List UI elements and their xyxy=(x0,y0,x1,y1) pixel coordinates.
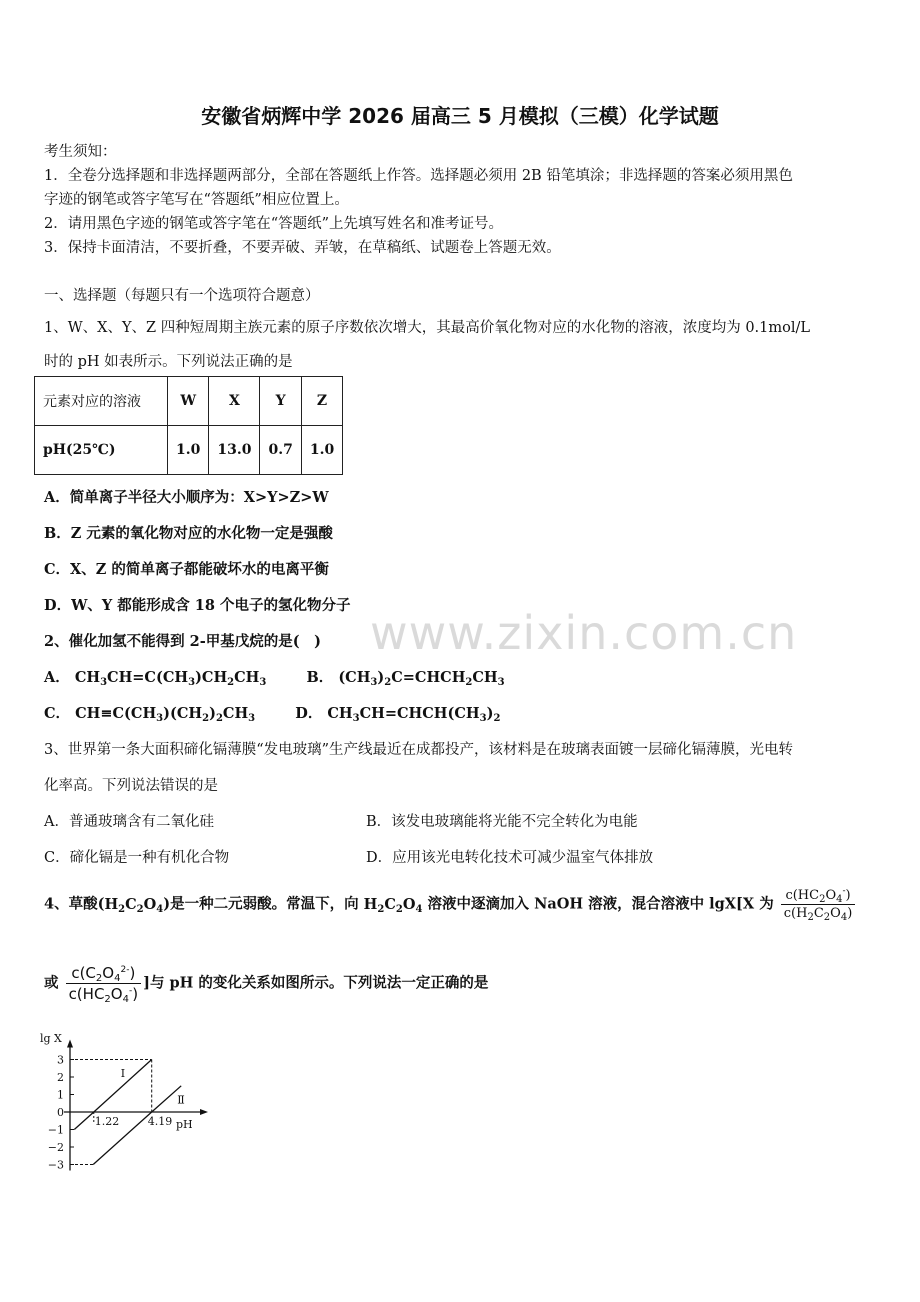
table-cell: Y xyxy=(260,377,301,426)
y-tick-label: 0 xyxy=(57,1106,64,1119)
q1-option-d: D．W、Y 都能形成含 18 个电子的氢化物分子 xyxy=(44,597,351,614)
table-cell: 1.0 xyxy=(301,426,342,475)
q2-options-cd xyxy=(44,702,500,723)
q4-stem-a: 4、草酸$(H_2C_2O_4)$是一种二元弱酸。常温下，向 $H_2C_2O_4$ 溶液中逐滴加入 NaOH 溶液，混合溶液中 lgX[X 为 $\frac{c(HC_2O_4^-)}{c(H_2C_2O_4)}$ xyxy=(44,888,857,921)
y-tick-label: −1 xyxy=(47,1123,64,1137)
graph-x-tick-1.22: 1.22 xyxy=(94,1115,120,1128)
table-row xyxy=(35,377,343,426)
table-cell: 1.0 xyxy=(168,426,209,475)
q2-options-ab xyxy=(44,666,505,687)
notice-item-1a: 1．全卷分选择题和非选择题两部分，全部在答题纸上作答。选择题必须用 2B 铅笔填涂；非选择题的答案必须用黑色 xyxy=(44,168,793,184)
q4-stem-b: 或 $\frac{c(C_2O_4^{2-})}{c(HC_2O_4^-)}$ ]与 pH 的变化关系如图所示。下列说法一定正确的是 xyxy=(44,964,489,1005)
y-tick-label: 1 xyxy=(57,1088,64,1102)
q3-option-c: C．碲化镉是一种有机化合物 xyxy=(44,850,230,866)
notice-item-1b: 字迹的钢笔或答字笔写在“答题纸”相应位置上。 xyxy=(44,192,349,208)
graph-series-label-ii: Ⅱ xyxy=(177,1093,185,1107)
watermark: www.zixin.com.cn xyxy=(370,606,798,660)
q3-option-b: B．该发电玻璃能将光能不完全转化为电能 xyxy=(366,814,638,830)
graph-series-label-i: I xyxy=(120,1067,126,1080)
formula-oxalic-acid: $H_2C_2O_4$ xyxy=(104,895,164,915)
section-heading: 一、选择题（每题只有一个选项符合题意） xyxy=(44,288,320,304)
graph-x-tick-4.19: 4.19 xyxy=(147,1115,173,1128)
notice-item-3: 3．保持卡面清洁，不要折叠，不要弄破、弄皱，在草稿纸、试题卷上答题无效。 xyxy=(44,240,561,256)
q2-option-b-label: B． xyxy=(306,669,334,686)
ph-table xyxy=(34,376,343,475)
q2-option-a-formula: $CH_3CH=C(CH_3)CH_2CH_3$ xyxy=(74,669,267,688)
q3-stem-b: 化率高。下列说法错误的是 xyxy=(44,778,218,794)
fraction-hc2o4-over-h2c2o4: $\frac{c(HC_2O_4^-)}{c(H_2C_2O_4)}$ xyxy=(781,888,856,921)
graph-y-axis-label: lg X xyxy=(40,1032,62,1045)
y-tick-label: 3 xyxy=(57,1053,64,1067)
q2-stem: 2、催化加氢不能得到 2-甲基戊烷的是( ) xyxy=(44,633,321,650)
q1-option-b: B．Z 元素的氧化物对应的水化物一定是强酸 xyxy=(44,525,333,542)
q1-stem-a: 1、W、X、Y、Z 四种短周期主族元素的原子序数依次增大，其最高价氧化物对应的水化物的溶液，浓度均为 0.1mol/L xyxy=(44,320,811,336)
formula-oxalic-acid: $H_2C_2O_4$ xyxy=(363,895,423,915)
graph-x-axis-label: pH xyxy=(176,1118,193,1131)
notice-item-2: 2．请用黑色字迹的钢笔或答字笔在“答题纸”上先填写姓名和准考证号。 xyxy=(44,216,504,232)
x-axis-arrow xyxy=(200,1109,208,1115)
y-axis-arrow xyxy=(67,1040,73,1048)
table-cell: W xyxy=(168,377,209,426)
page-title: 安徽省炳辉中学 2026 届高三 5 月模拟（三模）化学试题 xyxy=(201,104,719,128)
q2-option-d-formula: $CH_3CH=CHCH(CH_3)_2$ xyxy=(327,705,501,724)
q2-option-a-label: A． xyxy=(44,669,70,686)
q2-option-c-label: C． xyxy=(44,705,71,722)
table-cell: 13.0 xyxy=(209,426,260,475)
table-cell: X xyxy=(209,377,260,426)
q3-option-a: A．普通玻璃含有二氧化硅 xyxy=(44,814,214,830)
q2-option-b-formula: $(CH_3)_2C=CHCH_2CH_3$ xyxy=(338,669,505,688)
table-cell: Z xyxy=(301,377,342,426)
table-cell: 0.7 xyxy=(260,426,301,475)
q3-option-d: D．应用该光电转化技术可减少温室气体排放 xyxy=(366,850,654,866)
table-cell: pH(25℃) xyxy=(35,426,168,475)
table-cell: 元素对应的溶液 xyxy=(35,377,168,426)
q2-option-d-label: D． xyxy=(295,705,323,722)
q1-option-c: C．X、Z 的简单离子都能破坏水的电离平衡 xyxy=(44,561,329,578)
table-row xyxy=(35,426,343,475)
lgx-ph-graph xyxy=(36,1024,216,1184)
notice-heading: 考生须知： xyxy=(44,144,117,160)
y-tick-label: 2 xyxy=(57,1071,64,1084)
q1-option-a: A．简单离子半径大小顺序为：X>Y>Z>W xyxy=(44,489,329,506)
q2-option-c-formula: $CH\equiv C(CH_3)(CH_2)_2CH_3$ xyxy=(75,705,256,724)
y-tick-label: −3 xyxy=(47,1158,64,1172)
fraction-c2o4-over-hc2o4: $\frac{c(C_2O_4^{2-})}{c(HC_2O_4^-)}$ xyxy=(66,964,142,1003)
q1-stem-b: 时的 pH 如表所示。下列说法正确的是 xyxy=(44,354,293,370)
y-tick-label: −2 xyxy=(47,1141,64,1154)
q3-stem-a: 3、世界第一条大面积碲化镉薄膜“发电玻璃”生产线最近在成都投产，该材料是在玻璃表面镀一层碲化镉薄膜，光电转 xyxy=(44,742,794,758)
